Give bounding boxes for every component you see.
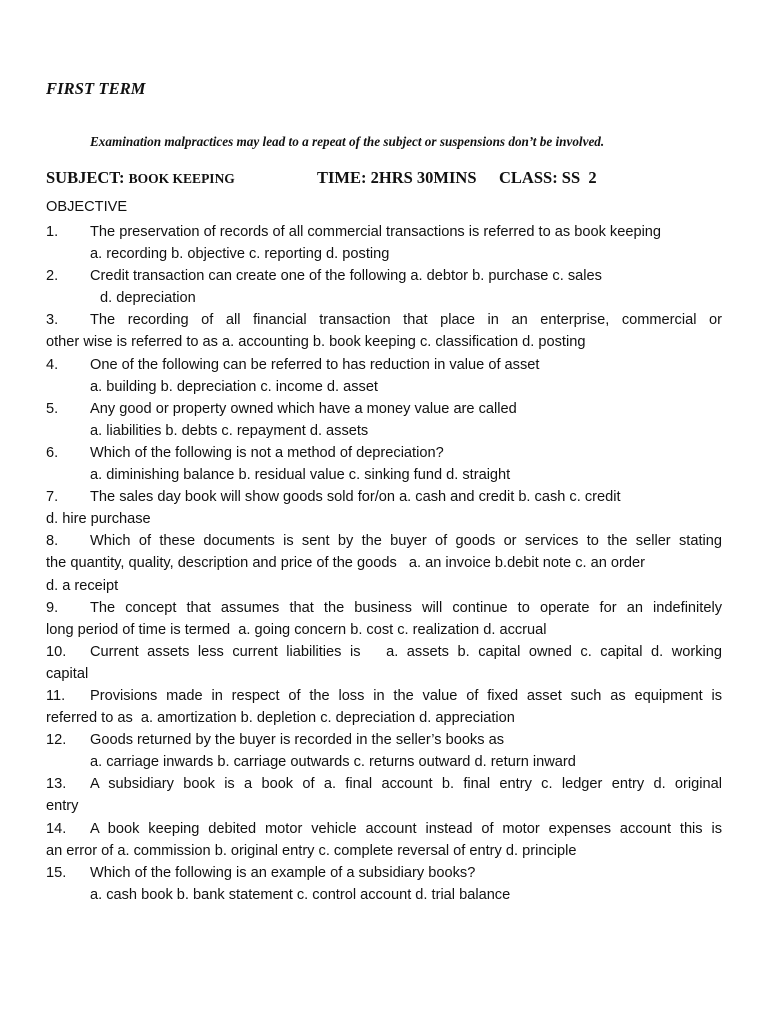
- exam-time: TIME: 2HRS 30MINS: [317, 168, 477, 187]
- question-number: 4.: [46, 356, 59, 373]
- question-11: [46, 685, 722, 729]
- question-number: 1.: [46, 224, 59, 240]
- question-line: Goods returned by the buyer is recorded in the seller’s books as: [90, 732, 504, 749]
- question-text: [46, 442, 722, 464]
- question-line: Credit transaction can create one of the following a. debtor b. purchase c. sales: [90, 268, 602, 285]
- question-14: [46, 818, 722, 862]
- question-2: [46, 265, 722, 309]
- question-number: 3.: [46, 312, 59, 329]
- question-continuation: other wise is referred to as a. accounting b. book keeping c. classification d. posting: [46, 334, 586, 351]
- question-continuation: d. hire purchase: [46, 511, 151, 528]
- malpractice-warning: Examination malpractices may lead to a repeat of the subject or suspensions don’t be involved.: [90, 134, 605, 149]
- question-number: 15.: [46, 864, 67, 881]
- question-12: [46, 729, 722, 773]
- question-number: 6.: [46, 444, 59, 461]
- question-text: [46, 818, 722, 840]
- question-number: 8.: [46, 533, 59, 550]
- question-text: [46, 729, 722, 751]
- question-13: [46, 773, 722, 817]
- question-text: [46, 685, 722, 707]
- question-number: 14.: [46, 820, 67, 837]
- question-text: [46, 773, 722, 795]
- question-15: [46, 862, 722, 906]
- question-line: Which of these documents is sent by the buyer of goods or services to the seller stating: [90, 533, 722, 550]
- question-continuation: entry: [46, 798, 79, 815]
- question-text: [46, 641, 722, 663]
- question-options: a. building b. depreciation c. income d. asset: [90, 378, 378, 395]
- question-continuation: capital: [46, 665, 89, 682]
- question-text: [46, 486, 722, 508]
- question-7: [46, 486, 722, 530]
- question-line: The sales day book will show goods sold for/on a. cash and credit b. cash c. credit: [90, 489, 621, 506]
- question-4: [46, 354, 722, 398]
- question-text: [46, 398, 722, 420]
- question-10: [46, 641, 722, 685]
- question-line: One of the following can be referred to has reduction in value of asset: [90, 356, 540, 373]
- question-line: A subsidiary book is a book of a. final account b. final entry c. ledger entry d. original: [90, 776, 722, 793]
- exam-class: CLASS: SS 2: [499, 168, 597, 187]
- question-continuation: long period of time is termed a. going concern b. cost c. realization d. accrual: [46, 621, 547, 638]
- question-options: d. depreciation: [100, 290, 196, 307]
- question-options: a. liabilities b. debts c. repayment d. assets: [90, 422, 369, 439]
- question-line: A book keeping debited motor vehicle account instead of motor expenses account this is: [90, 820, 722, 837]
- question-line: Which of the following is an example of a subsidiary books?: [90, 864, 476, 881]
- question-number: 2.: [46, 268, 59, 285]
- question-1: [46, 221, 722, 265]
- question-line: Provisions made in respect of the loss in the value of fixed asset such as equipment is: [90, 687, 722, 704]
- question-number: 13.: [46, 776, 67, 793]
- question-line: Current assets less current liabilities is a. assets b. capital owned c. capital d. working: [90, 643, 722, 660]
- question-options: a. carriage inwards b. carriage outwards c. returns outward d. return inward: [90, 754, 576, 771]
- subject-line: [46, 168, 235, 188]
- question-line: The preservation of records of all commercial transactions is referred to as book keeping: [90, 224, 662, 240]
- term-title: FIRST TERM: [46, 79, 146, 98]
- question-line: Any good or property owned which have a money value are called: [90, 400, 517, 417]
- question-8: [46, 530, 722, 596]
- question-continuation: referred to as a. amortization b. depletion c. depreciation d. appreciation: [46, 710, 515, 727]
- question-number: 9.: [46, 599, 59, 616]
- question-3: [46, 309, 722, 353]
- question-line: The concept that assumes that the business will continue to operate for an indefinitely: [90, 599, 722, 616]
- question-number: 11.: [46, 687, 66, 704]
- question-line: Which of the following is not a method of depreciation?: [90, 444, 444, 461]
- question-line: The recording of all financial transaction that place in an enterprise, commercial or: [90, 312, 722, 329]
- question-9: [46, 597, 722, 641]
- question-continuation: d. a receipt: [46, 577, 119, 594]
- question-6: [46, 442, 722, 486]
- question-list: [46, 221, 722, 906]
- subject-value: BOOK KEEPING: [128, 171, 235, 186]
- question-5: [46, 398, 722, 442]
- subject-label: SUBJECT:: [46, 168, 129, 187]
- question-number: 5.: [46, 400, 59, 417]
- question-text: [46, 265, 722, 287]
- question-text: [46, 354, 722, 376]
- question-number: 7.: [46, 489, 59, 506]
- question-text: [46, 597, 722, 619]
- question-text: [46, 221, 722, 243]
- section-label: OBJECTIVE: [46, 199, 128, 215]
- question-text: [46, 309, 722, 331]
- question-text: [46, 862, 722, 884]
- question-number: 12.: [46, 732, 67, 749]
- question-continuation: the quantity, quality, description and price of the goods a. an invoice b.debit note c. an order: [46, 555, 645, 572]
- question-options: a. diminishing balance b. residual value c. sinking fund d. straight: [90, 467, 511, 484]
- question-options: a. cash book b. bank statement c. control account d. trial balance: [90, 886, 511, 903]
- question-number: 10.: [46, 643, 67, 660]
- question-options: a. recording b. objective c. reporting d. posting: [90, 246, 390, 263]
- question-text: [46, 530, 722, 552]
- question-continuation: an error of a. commission b. original entry c. complete reversal of entry d. principle: [46, 842, 577, 859]
